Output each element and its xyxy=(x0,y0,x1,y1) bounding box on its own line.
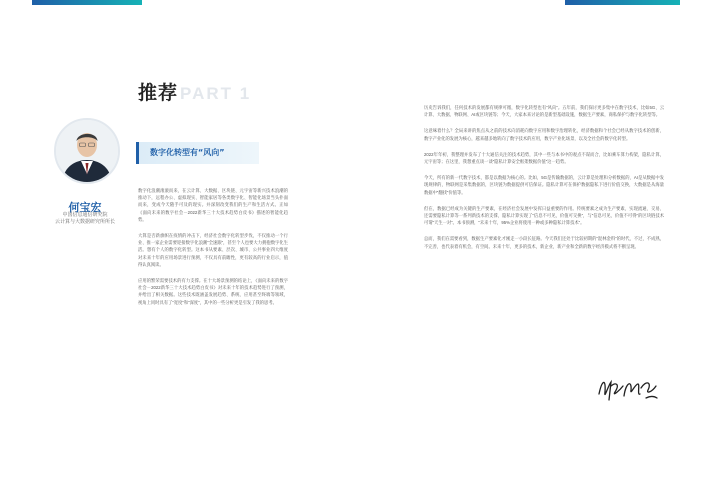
paragraph: 今天，所有的新一代数字技术，都是以数据为核心的。比如，5G是传输数据的，云计算是处理和分析数据的，AI是从数据中发现规律的，物联网是采集数据的，区块链为数据提供可信保证。隐私计算可在保护数据隐私下进行价值交换，大数据是从海量数据中“翻找”价值等。 xyxy=(424,175,664,195)
page-title xyxy=(138,78,251,105)
author-org-line2: 云计算与大数据研究所所长 xyxy=(54,219,115,225)
page-title-cn: 推荐 xyxy=(138,82,179,104)
left-text-column xyxy=(138,187,288,315)
author-signature xyxy=(596,372,660,406)
section-heading-tag xyxy=(136,142,259,164)
paragraph: 数字化浪潮滚滚而来，在云计算、大数据、区块链、元宇宙等新兴技术浪潮的推动下，远程办公、虚拟现实、智能家居等各类数字化、智能化场景当头扑面而来，变成今天随手可及的现实。并深刻改变我们的生产和生活方式。正如《面向未来的数字社会－2022新华三十大技术趋势白皮书》描述的智能化趋势。 xyxy=(138,188,288,222)
paragraph: 大算是否新旗帜在疫情的冲击下，经济社会数字化转型步伐，不仅推动一个行业、推一家企业需要迎接数字化浪潮“全速跟”，甚至个人也要大力拥抱数字化生活。想有个人的数字化转型。这本书从要素、层次、城市、公共事业四大维度对未来十年的应用场景进行预测，不仅具有前瞻性，更有较高的行业启示，值得认真阅读。 xyxy=(138,233,288,267)
section-heading: 数字化转型有“风向” xyxy=(150,148,225,157)
author-affiliation xyxy=(30,212,140,226)
author-name: 何宝宏 xyxy=(68,201,102,214)
paragraph: 这意味着什么？全局来讲的焦点从之前的技术向消耗向数字应用和数字治理转化，经济数据和个社会已经从数字技术的创新，数字产业化的发展为核心，越来越多地转向了数字技术的应用，数字产业化场景，以及全社会的数字化转型。 xyxy=(424,128,664,141)
paragraph: 但在，数据已经成为关键的生产要素，在经济社会发展中发挥日益重要的作用。传统要素之成为生产要素，实现流通、交易、还需要隐私计算等一系列新技术的支撑，隐私计算实现了“信息不可见，价值可交换”，与“信息可见，价值不可得”的区块链技术可谓“天生一对”。本书预测，“未来十年，95%企业将使用一种或多种隐私计算技术”。 xyxy=(424,205,664,226)
paragraph: 2022年年初，我整理并发布了十大通信关注的技术趋势，其中一些与本书中的观点不谋而合，比如乘车算力构架，隐私计算，元宇宙等；在这里，我想重点谈一谈“隐私计算安全框架数据价值”这一趋势。 xyxy=(424,151,664,165)
header-accent-bar-left xyxy=(32,0,142,5)
paragraph: 历史告诉我们，任何技术的发展都有规律可循，数字化转型也有“风向”。五年前，我们探讨更多集中在数字技术，比如5G、云计算、大数据、物联网、AI或区块链等；今天，大家本来讨论的是新型基础设施，数据生产要素，商私保护与数字化转型等。 xyxy=(424,105,664,118)
right-text-column xyxy=(424,104,664,259)
page-title-en: PART 1 xyxy=(180,84,252,103)
paragraph: 应用的繁荣需要技术的有力支撑。在十大场景预测的结论上，《面向未来的数字社会－2022新华三十大技术趋势白皮书》对未来十年的技术趋势进行了预测，并给出了相关数据。这些技术既涵盖发展趋势、系统、应用甚至终端等领域，视角上同时具有了“宽度”和“深度”，其中的一些分析更是引发了我的思考。 xyxy=(138,278,288,305)
header-accent-bar-right xyxy=(565,0,680,5)
author-org-line1: 中国信息通信研究院 xyxy=(62,212,108,218)
paragraph: 总而，我们在需要看到，数据生产要素化才刚走一小段长征路。今天我们还处于比较初期的“混林金料”的时代，不过，不成熟，不完善，也代表着有机会，有空间。未来十年，更多的技术，新企业，新产业和全新的数字经济模式将不断呈现。 xyxy=(424,236,664,249)
author-portrait xyxy=(54,118,120,184)
